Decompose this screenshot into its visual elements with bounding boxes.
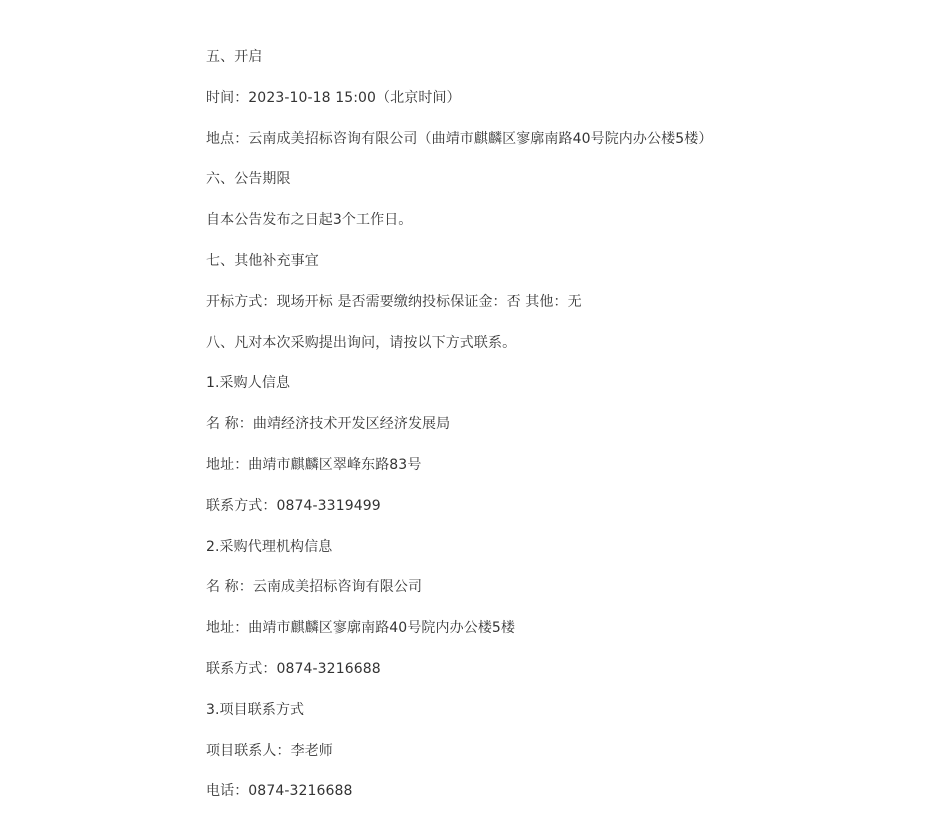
agency-address: 地址：曲靖市麒麟区寥廓南路40号院内办公楼5楼 [206, 620, 516, 637]
notice-period-text: 自本公告发布之日起3个工作日。 [206, 212, 413, 229]
section-heading-contact: 八、凡对本次采购提出询问，请按以下方式联系。 [206, 334, 517, 351]
purchaser-name: 名 称：曲靖经济技术开发区经济发展局 [206, 416, 451, 433]
opening-time: 时间：2023-10-18 15:00（北京时间） [206, 89, 461, 106]
project-contact-person: 项目联系人：李老师 [206, 742, 333, 759]
purchaser-info-heading: 1.采购人信息 [206, 375, 291, 392]
bid-opening-method: 开标方式：现场开标 是否需要缴纳投标保证金：否 其他：无 [206, 293, 582, 310]
project-contact-heading: 3.项目联系方式 [206, 701, 305, 718]
agency-info-heading: 2.采购代理机构信息 [206, 538, 333, 555]
agency-phone: 联系方式：0874-3216688 [206, 660, 381, 677]
section-heading-other-matters: 七、其他补充事宜 [206, 252, 319, 269]
project-contact-phone: 电话：0874-3216688 [206, 783, 353, 800]
announcement-content [206, 47, 926, 822]
purchaser-address: 地址：曲靖市麒麟区翠峰东路83号 [206, 456, 422, 473]
purchaser-phone: 联系方式：0874-3319499 [206, 497, 381, 514]
opening-location: 地点：云南成美招标咨询有限公司（曲靖市麒麟区寥廓南路40号院内办公楼5楼） [206, 130, 713, 147]
section-heading-opening: 五、开启 [206, 49, 263, 65]
section-heading-notice-period: 六、公告期限 [206, 171, 291, 188]
agency-name: 名 称：云南成美招标咨询有限公司 [206, 579, 423, 596]
